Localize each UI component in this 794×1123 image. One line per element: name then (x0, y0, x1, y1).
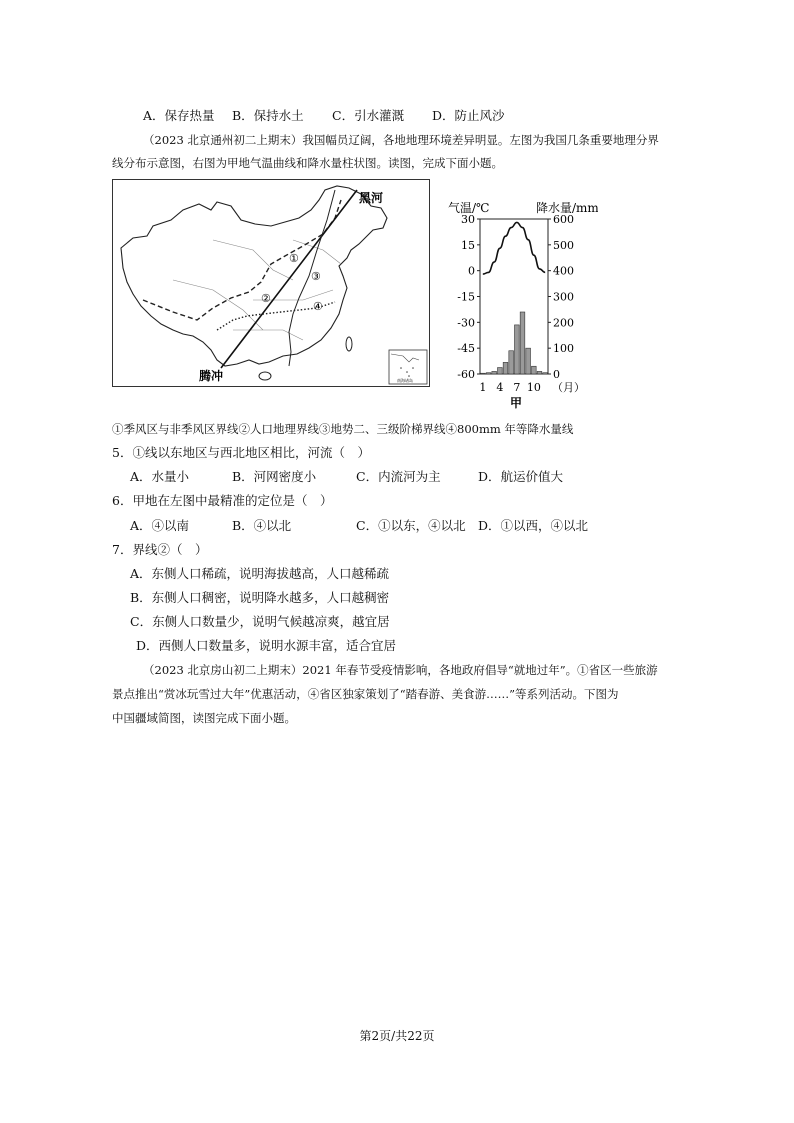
hainan-island (259, 372, 271, 380)
china-boundary-map (112, 179, 430, 387)
precipitation-bar (515, 325, 520, 374)
right-tick-label: 0 (553, 368, 560, 381)
q6-option-b: B．④以北 (232, 518, 292, 533)
precipitation-bar (509, 351, 514, 374)
q4-option-b: B．保持水土 (232, 108, 304, 123)
q6-stem: 6．甲地在左图中最精准的定位是（ ） (112, 493, 333, 508)
x-tick-label: 10 (526, 381, 541, 394)
marker-2: ② (261, 292, 271, 305)
q5-stem: 5．①线以东地区与西北地区相比，河流（ ） (112, 445, 370, 460)
intro2-line2: 景点推出“赏冰玩雪过大年”优惠活动，④省区独家策划了“踏春游、美食游……”等系列活动。下图为 (112, 687, 619, 701)
q5-option-c: C．内流河为主 (356, 469, 441, 484)
map-svg (113, 180, 429, 386)
precipitation-bar (481, 373, 486, 374)
intro2-line1: （2023 北京房山初二上期末）2021 年春节受疫情影响，各地政府倡导“就地过年”。①省区一些旅游 (143, 663, 658, 677)
page-footer: 第2页/共22页 (359, 1029, 435, 1043)
precipitation-bar (492, 371, 497, 374)
precipitation-bar (537, 371, 542, 374)
q4-option-c: C．引水灌溉 (332, 108, 405, 123)
right-tick-label: 100 (553, 342, 574, 356)
right-axis-title: 降水量/mm (536, 201, 598, 215)
precipitation-bar (520, 312, 525, 374)
precipitation-bar (503, 362, 508, 374)
line-2-heihe-tengchong (221, 190, 357, 368)
precipitation-bar (498, 368, 503, 374)
climate-chart (448, 196, 598, 416)
label-heihe: 黑河 (359, 191, 384, 205)
q4-option-a: A．保存热量 (143, 108, 215, 123)
left-tick-label: 30 (461, 213, 475, 226)
left-tick-label: -45 (457, 342, 475, 356)
left-tick-label: 0 (468, 264, 475, 278)
q6-option-a: A．④以南 (130, 518, 190, 533)
x-axis-title: 甲 (510, 396, 523, 410)
intro2-line3: 中国疆域简图，读图完成下面小题。 (112, 711, 296, 725)
x-unit-label: （月） (552, 381, 585, 394)
label-tengchong: 腾冲 (199, 369, 224, 383)
marker-1: ① (289, 252, 299, 265)
inset-label: 南海诸岛 (397, 378, 413, 383)
right-tick-label: 200 (553, 316, 574, 330)
x-tick-label: 4 (496, 381, 504, 394)
intro1-line1: （2023 北京通州初二上期末）我国幅员辽阔，各地地理环境差异明显。左图为我国几条重要地理分界 (143, 133, 659, 147)
right-tick-label: 400 (553, 264, 574, 278)
q7-option-b: B．东侧人口稠密，说明降水越多，人口越稠密 (130, 590, 390, 605)
right-tick-label: 500 (553, 238, 574, 252)
precipitation-bar (486, 373, 491, 374)
left-tick-label: 15 (461, 238, 475, 252)
precipitation-bar (532, 366, 537, 374)
left-tick-label: -30 (457, 316, 475, 330)
q6-option-c: C．①以东，④以北 (356, 518, 466, 533)
q5-option-d: D．航运价值大 (478, 469, 564, 484)
q4-option-d: D．防止风沙 (432, 108, 505, 123)
left-axis-title: 气温/℃ (448, 201, 490, 215)
temperature-curve (483, 222, 545, 274)
taiwan-island (346, 337, 352, 351)
x-tick-label: 1 (479, 381, 487, 394)
left-tick-label: -60 (457, 368, 475, 381)
precipitation-bar (526, 348, 531, 374)
q7-option-c: C．东侧人口数量少，说明气候越凉爽，越宜居 (130, 614, 390, 629)
map-legend-text: ①季风区与非季风区界线②人口地理界线③地势二、三级阶梯界线④800mm 年等降水量线 (112, 422, 574, 436)
marker-3: ③ (311, 270, 321, 283)
q7-option-d: D．西侧人口数量多，说明水源丰富，适合宜居 (136, 638, 397, 653)
plot-area (480, 219, 548, 374)
x-tick-label: 7 (513, 381, 521, 394)
q6-option-d: D．①以西，④以北 (478, 518, 589, 533)
climate-chart-svg (448, 196, 598, 416)
q7-stem: 7．界线②（ ） (112, 542, 208, 557)
right-tick-label: 300 (553, 290, 574, 304)
intro1-line2: 线分布示意图，右图为甲地气温曲线和降水量柱状图。读图，完成下面小题。 (112, 156, 503, 170)
q7-option-a: A．东侧人口稀疏，说明海拔越高，人口越稀疏 (130, 566, 390, 581)
marker-4: ④ (313, 300, 323, 313)
right-tick-label: 600 (553, 213, 574, 226)
q5-option-a: A．水量小 (130, 469, 190, 484)
q5-option-b: B．河网密度小 (232, 469, 317, 484)
left-tick-label: -15 (457, 290, 475, 304)
precipitation-bar (543, 373, 548, 374)
